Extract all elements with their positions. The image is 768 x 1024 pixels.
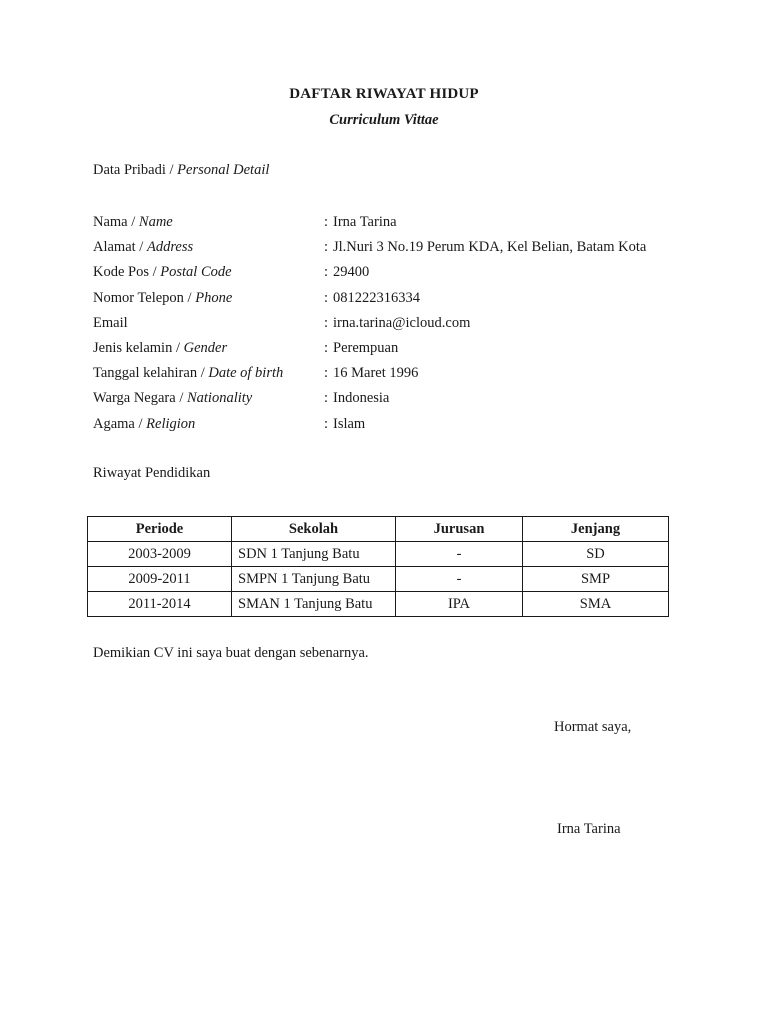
table-row [88,592,669,617]
detail-row-gender [93,338,693,363]
cell-jenjang: SD [523,542,669,567]
detail-value-date-of-birth: 16 Maret 1996 [333,365,419,382]
cell-jenjang: SMA [523,592,669,617]
detail-row-postal-code [93,262,693,287]
column-header-jenjang: Jenjang [523,517,669,542]
detail-value-nationality: Indonesia [333,390,390,407]
detail-colon: : [324,415,329,432]
cell-jenjang: SMP [523,567,669,592]
cell-periode: 2009-2011 [88,567,232,592]
detail-row-date-of-birth [93,363,693,388]
detail-colon: : [324,289,329,306]
cell-sekolah: SMPN 1 Tanjung Batu [232,567,396,592]
detail-value-email: irna.tarina@icloud.com [333,314,471,331]
detail-label: Email [93,314,128,331]
signature-name: Irna Tarina [557,821,621,837]
column-header-jurusan: Jurusan [396,517,523,542]
detail-label: Nomor Telepon / Phone [93,289,233,306]
column-header-sekolah: Sekolah [232,517,396,542]
detail-label: Kode Pos / Postal Code [93,264,232,281]
table-header-row [88,517,669,542]
personal-heading-en: Personal Detail [177,162,270,178]
detail-colon: : [324,390,329,407]
detail-colon: : [324,314,329,331]
closing-statement: Demikian CV ini saya buat dengan sebenarnya. [93,645,369,661]
table-row [88,567,669,592]
detail-label: Agama / Religion [93,415,196,432]
detail-colon: : [324,239,329,256]
detail-value-religion: Islam [333,415,366,432]
personal-detail-heading [93,162,269,179]
personal-detail-list [93,212,693,439]
detail-colon: : [324,264,329,281]
cell-sekolah: SDN 1 Tanjung Batu [232,542,396,567]
detail-label: Tanggal kelahiran / Date of birth [93,365,284,382]
detail-value-name: Irna Tarina [333,214,397,230]
cell-jurusan: IPA [396,592,523,617]
detail-value-postal-code: 29400 [333,264,370,281]
detail-row-phone [93,288,693,313]
detail-colon: : [324,365,329,382]
detail-label: Alamat / Address [93,239,194,256]
document-subtitle: Curriculum Vittae [329,112,439,128]
regards-text: Hormat saya, [554,719,632,735]
detail-value-gender: Perempuan [333,339,399,356]
cell-sekolah: SMAN 1 Tanjung Batu [232,592,396,617]
detail-colon: : [324,339,329,356]
cell-periode: 2003-2009 [88,542,232,567]
detail-value-address: Jl.Nuri 3 No.19 Perum KDA, Kel Belian, Batam Kota [333,239,647,256]
detail-row-name [93,212,693,237]
cell-jurusan: - [396,567,523,592]
education-heading: Riwayat Pendidikan [93,465,211,481]
detail-label: Jenis kelamin / Gender [93,339,228,356]
document-title: DAFTAR RIWAYAT HIDUP [289,86,479,102]
column-header-periode: Periode [88,517,232,542]
personal-heading-id: Data Pribadi / [93,162,178,178]
detail-label: Warga Negara / Nationality [93,390,253,407]
education-table [87,516,669,617]
detail-row-nationality [93,388,693,413]
detail-value-phone: 081222316334 [333,289,420,306]
detail-colon: : [324,214,329,230]
detail-label: Nama / Name [93,214,173,230]
cell-periode: 2011-2014 [88,592,232,617]
detail-row-address [93,237,693,262]
cell-jurusan: - [396,542,523,567]
detail-row-religion [93,414,693,439]
table-row [88,542,669,567]
detail-row-email [93,313,693,338]
